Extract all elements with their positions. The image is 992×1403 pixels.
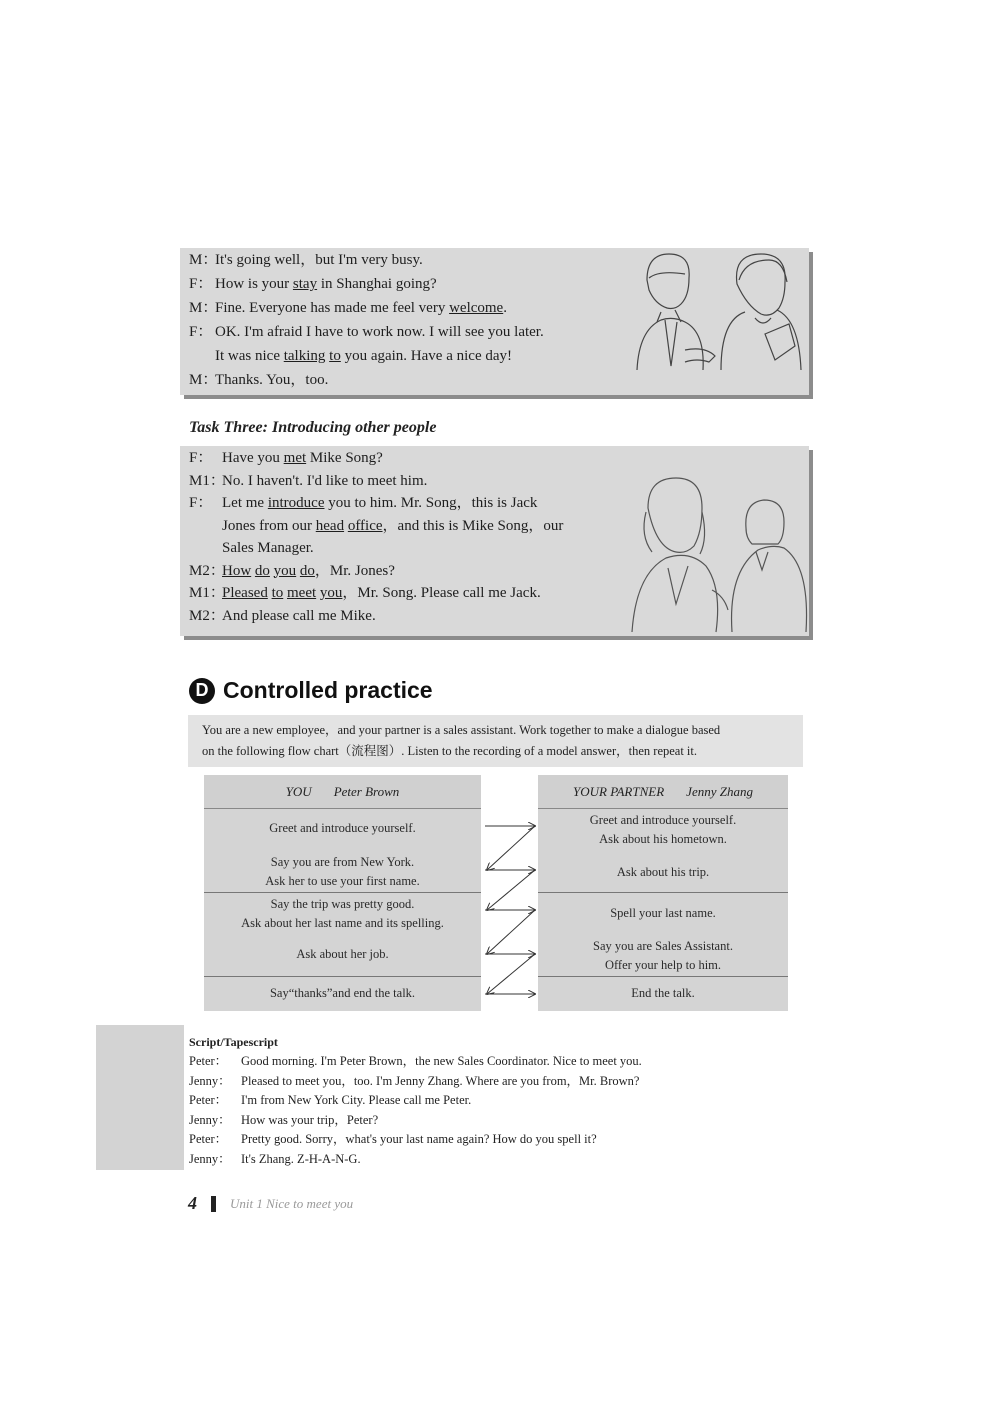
line-text: How is your [215, 276, 293, 292]
speaker-label: M1： [189, 472, 225, 489]
section-title: Controlled practice [223, 677, 433, 703]
underlined-phrase: you [319, 585, 343, 601]
dialogue-line [189, 274, 437, 294]
footer-bar [211, 1196, 216, 1212]
instruction-line-1: You are a new employee，and your partner is a sales assistant. Work together to make a dialogue based [202, 723, 721, 737]
script-line [189, 1052, 642, 1071]
underlined-phrase: welcome [449, 300, 504, 316]
dialogue-line [215, 346, 512, 366]
underlined-phrase: do [299, 562, 315, 579]
dialogue-line [189, 471, 427, 491]
page-footer [188, 1193, 353, 1214]
row-divider [538, 892, 788, 893]
left-cell: Ask about her job. [296, 947, 389, 961]
line-text: you to him. Mr. Song，this is Jack [324, 495, 538, 511]
script-text: Pleased to meet you，too. I'm Jenny Zhang. Where are you from，Mr. Brown? [241, 1073, 640, 1088]
left-cell: Say the trip was pretty good. Ask about her last name and its spelling. [241, 897, 444, 930]
speaker-label: M2： [189, 607, 225, 624]
left-cell: Greet and introduce yourself. [269, 821, 416, 835]
script-text: I'm from New York City. Please call me Peter. [241, 1093, 472, 1107]
line-text: ，and this is Mike Song，our [382, 517, 564, 534]
dialogue-box-1 [180, 248, 809, 395]
introduction-illustration [628, 472, 808, 634]
underlined-phrase: do [254, 562, 270, 579]
script-speaker: Peter： [189, 1093, 228, 1107]
right-header-role: YOUR PARTNER [573, 783, 665, 799]
left-cell: Say you are from New York. Ask her to use your first name. [265, 855, 420, 888]
task-three-title: Task Three: Introducing other people [189, 419, 437, 436]
line-text: Sales Manager. [222, 540, 314, 556]
section-badge: D [189, 678, 215, 704]
speaker-label: F： [189, 495, 213, 511]
underlined-phrase: How [222, 562, 252, 579]
underlined-phrase: stay [292, 276, 318, 292]
right-column-header [538, 775, 788, 809]
script-text: It's Zhang. Z-H-A-N-G. [241, 1151, 361, 1166]
instruction-line-2: on the following flow chart（流程图）. Listen to the recording of a model answer，then repeat it. [202, 744, 698, 758]
dialogue-line [189, 606, 376, 626]
line-text: Mike Song? [306, 450, 383, 466]
dialogue-line [189, 370, 328, 390]
dialogue-line [189, 561, 395, 581]
underlined-phrase: Pleased [222, 585, 268, 601]
dialogue-line [189, 322, 544, 342]
script-line [189, 1091, 471, 1110]
flowchart-left-column [204, 775, 481, 1011]
right-cell: End the talk. [631, 986, 695, 1000]
row-divider [204, 892, 481, 893]
line-text: ，Mr. Jones? [314, 562, 395, 579]
left-cell: Say“thanks”and end the talk. [269, 986, 416, 1000]
script-text: Good morning. I'm Peter Brown，the new Sales Coordinator. Nice to meet you. [241, 1054, 642, 1068]
script-line [189, 1111, 378, 1130]
underlined-phrase: you [273, 562, 297, 579]
dialogue-box-2 [180, 446, 809, 636]
underlined-phrase: talking [283, 348, 326, 364]
line-text: And please call me Mike. [222, 607, 376, 624]
speaker-label: F： [189, 276, 213, 292]
line-text: It's going well，but I'm very busy. [215, 252, 423, 268]
underlined-phrase: to [271, 585, 284, 601]
dialogue-line [222, 516, 563, 536]
left-column-header [204, 775, 481, 809]
speaker-label: M： [189, 252, 218, 268]
dialogue-line [189, 250, 423, 270]
dialogue-line [222, 538, 314, 558]
left-header-name: Peter Brown [333, 783, 400, 799]
speaker-label: M： [189, 372, 218, 388]
line-text: Have you [222, 450, 284, 466]
script-line [189, 1072, 639, 1091]
section-d-heading [189, 677, 433, 704]
right-cell: Spell your last name. [610, 906, 716, 920]
instruction-box [188, 715, 803, 767]
right-header-name: Jenny Zhang [686, 783, 753, 799]
script-speaker: Jenny： [189, 1151, 231, 1166]
margin-shade [96, 1025, 184, 1170]
script-speaker: Jenny： [189, 1112, 231, 1127]
two-people-talking-illustration [635, 250, 805, 372]
speaker-label: F： [189, 450, 213, 466]
speaker-label: M1： [189, 585, 225, 601]
dialogue-line [189, 448, 383, 468]
script-speaker: Peter： [189, 1132, 228, 1146]
line-text: . [503, 300, 507, 316]
line-text: you again. Have a nice day! [340, 348, 513, 364]
script-text: How was your trip，Peter? [241, 1112, 379, 1127]
flowchart-right-column [538, 775, 788, 1011]
script-text: Pretty good. Sorry，what's your last name again? How do you spell it? [241, 1132, 597, 1146]
underlined-phrase: met [283, 450, 307, 466]
right-cell: Say you are Sales Assistant. Offer your help to him. [593, 939, 733, 972]
row-divider [538, 976, 788, 977]
unit-label: Unit 1 Nice to meet you [230, 1195, 354, 1211]
line-text: Fine. Everyone has made me feel very [215, 300, 450, 316]
dialogue-line [189, 493, 537, 513]
line-text: No. I haven't. I'd like to meet him. [222, 472, 428, 489]
right-cell: Ask about his trip. [616, 865, 710, 879]
flowchart-zigzag-arrows [481, 818, 539, 1002]
script-label: Script/Tapescript [189, 1035, 278, 1049]
underlined-phrase: meet [287, 585, 317, 601]
line-text: ，Mr. Song. Please call me Jack. [342, 585, 541, 601]
left-header-role: YOU [285, 783, 312, 799]
speaker-label: M： [189, 300, 218, 316]
right-cell: Greet and introduce yourself. Ask about his hometown. [589, 813, 737, 846]
script-line [189, 1150, 361, 1169]
script-speaker: Jenny： [189, 1073, 231, 1088]
script-line [189, 1130, 597, 1149]
underlined-phrase: to [329, 348, 341, 364]
row-divider [204, 976, 481, 977]
line-text: in Shanghai going? [317, 276, 437, 292]
underlined-phrase: office [347, 517, 383, 534]
script-speaker: Peter： [189, 1054, 228, 1068]
speaker-label: M2： [189, 562, 225, 579]
line-text: OK. I'm afraid I have to work now. I will see you later. [215, 324, 544, 340]
underlined-phrase: introduce [267, 495, 325, 511]
dialogue-line [189, 298, 507, 318]
dialogue-line [189, 583, 541, 603]
line-text: Thanks. You，too. [215, 372, 329, 388]
line-text: Let me [222, 495, 268, 511]
line-text: It was nice [215, 348, 284, 364]
line-text: Jones from our [222, 517, 316, 534]
speaker-label: F： [189, 324, 213, 340]
underlined-phrase: head [315, 517, 345, 534]
page-number: 4 [188, 1193, 197, 1213]
